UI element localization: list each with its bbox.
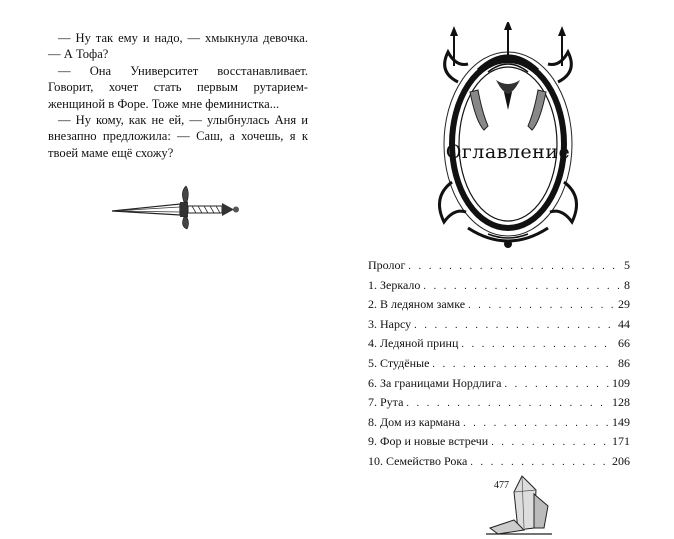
- toc-entry-page: 66: [618, 336, 630, 351]
- paragraph: — Ну так ему и надо, — хмыкнула девочка. — А Тофа?: [48, 31, 308, 62]
- toc-entry-title: 4. Ледяной принц: [368, 336, 459, 351]
- toc-leader-dots: [470, 457, 609, 468]
- toc-entry-title: 10. Семейство Рока: [368, 453, 468, 468]
- table-of-contents: [368, 258, 630, 474]
- toc-entry[interactable]: [368, 434, 630, 454]
- toc-entry[interactable]: [368, 278, 630, 298]
- ornamental-mirror-frame: [418, 22, 598, 254]
- toc-entry[interactable]: [368, 415, 630, 435]
- toc-entry[interactable]: [368, 395, 630, 415]
- toc-leader-dots: [423, 281, 621, 292]
- toc-leader-dots: [414, 320, 615, 331]
- toc-title: Оглавление: [445, 141, 571, 163]
- toc-leader-dots: [463, 418, 609, 429]
- toc-entry-page: 128: [612, 395, 630, 410]
- toc-entry-page: 86: [618, 355, 630, 370]
- paragraph: — Ну кому, как не ей, — улыбнулась Аня и внезапно предложила: — Саш, а хочешь, я к твоей маме ещё схожу?: [48, 113, 308, 160]
- toc-leader-dots: [406, 398, 609, 409]
- toc-leader-dots: [468, 300, 615, 311]
- left-page-text: [48, 30, 308, 161]
- toc-entry-title: 1. Зеркало: [368, 277, 421, 292]
- toc-entry-page: 29: [618, 297, 630, 312]
- sword-ornament: [110, 184, 242, 230]
- paragraph: — Она Университет восстанавливает. Говорит, хочет стать первым рутарием-женщиной в Форе. Тоже мне феминистка...: [48, 63, 308, 111]
- toc-leader-dots: [461, 339, 615, 350]
- toc-leader-dots: [408, 261, 621, 272]
- toc-leader-dots: [432, 359, 615, 370]
- toc-entry-page: 206: [612, 453, 630, 468]
- toc-entry-page: 149: [612, 414, 630, 429]
- toc-leader-dots: [491, 437, 609, 448]
- toc-entry-title: 6. За границами Нордлига: [368, 375, 502, 390]
- toc-entry-title: 7. Рута: [368, 395, 404, 410]
- page-number: 477: [494, 480, 509, 491]
- toc-entry[interactable]: [368, 356, 630, 376]
- toc-entry[interactable]: [368, 336, 630, 356]
- toc-entry-title: 3. Нарсу: [368, 316, 412, 331]
- toc-entry-title: Пролог: [368, 258, 406, 272]
- toc-entry-page: 171: [612, 434, 630, 449]
- toc-entry-title: 5. Студёные: [368, 355, 430, 370]
- toc-entry[interactable]: [368, 258, 630, 278]
- toc-leader-dots: [504, 379, 609, 390]
- toc-entry-page: 44: [618, 316, 630, 331]
- toc-entry-page: 8: [624, 277, 630, 292]
- toc-entry-title: 9. Фор и новые встречи: [368, 434, 489, 449]
- toc-entry[interactable]: [368, 297, 630, 317]
- toc-entry-title: 2. В ледяном замке: [368, 297, 466, 312]
- toc-entry-page: 5: [624, 258, 630, 272]
- toc-entry[interactable]: [368, 376, 630, 396]
- toc-entry-page: 109: [612, 375, 630, 390]
- toc-entry[interactable]: [368, 317, 630, 337]
- toc-entry-title: 8. Дом из кармана: [368, 414, 461, 429]
